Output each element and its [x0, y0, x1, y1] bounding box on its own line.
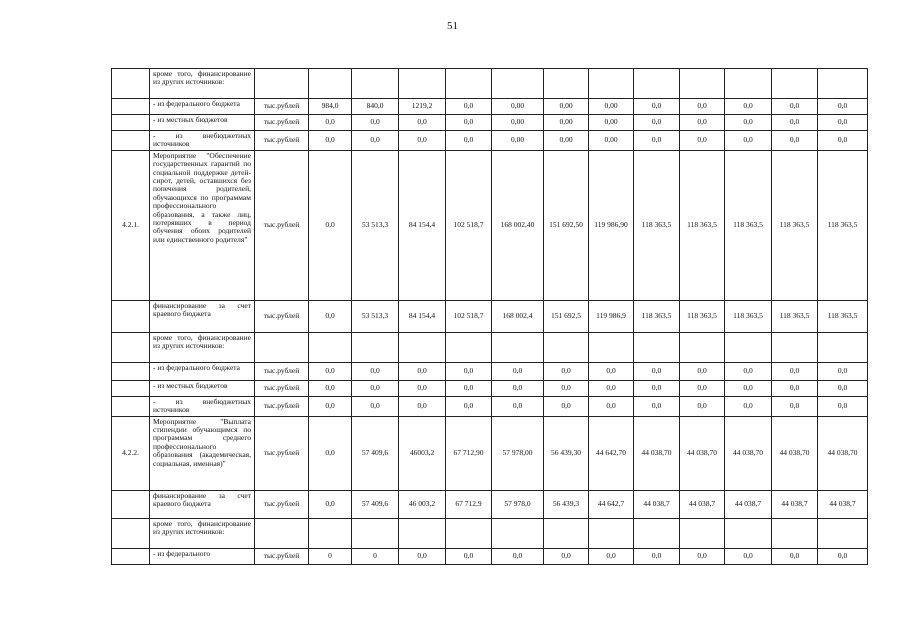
value-cell — [446, 69, 492, 99]
value-cell: 44 642,7 — [589, 490, 634, 518]
table-row — [112, 518, 868, 548]
value-cell: 0,00 — [544, 99, 589, 115]
value-cell — [492, 332, 544, 362]
value-cell — [446, 518, 492, 548]
value-cell: 0,0 — [352, 380, 399, 396]
value-cell: 0,0 — [680, 362, 725, 380]
value-cell: 0,0 — [680, 115, 725, 131]
value-cell: 0 — [352, 548, 399, 564]
value-cell: 0,0 — [399, 115, 446, 131]
value-cell — [680, 332, 725, 362]
value-cell: 151 692,50 — [544, 150, 589, 300]
value-cell: 0,0 — [634, 115, 680, 131]
unit-cell: тыс.рублей — [255, 490, 309, 518]
value-cell: 44 038,7 — [634, 490, 680, 518]
table-row — [112, 396, 868, 416]
value-cell: 0,0 — [544, 396, 589, 416]
unit-cell: тыс.рублей — [255, 150, 309, 300]
value-cell: 0,0 — [589, 362, 634, 380]
value-cell: 0,0 — [399, 131, 446, 151]
value-cell: 0,0 — [725, 99, 772, 115]
measure-code-cell — [112, 99, 150, 115]
value-cell — [309, 332, 352, 362]
value-cell: 44 038,70 — [772, 416, 818, 490]
table-row — [112, 548, 868, 564]
value-cell: 118 363,5 — [634, 300, 680, 332]
value-cell: 0,0 — [680, 131, 725, 151]
value-cell: 118 363,5 — [680, 300, 725, 332]
measure-code-cell — [112, 69, 150, 99]
unit-cell: тыс.рублей — [255, 416, 309, 490]
measure-code-cell: 4.2.1. — [112, 150, 150, 300]
value-cell: 0,0 — [492, 548, 544, 564]
value-cell: 0,00 — [589, 131, 634, 151]
value-cell: 0,0 — [352, 396, 399, 416]
value-cell: 44 038,7 — [725, 490, 772, 518]
table-row — [112, 99, 868, 115]
value-cell: 0,0 — [492, 362, 544, 380]
description-cell: - из федерального — [150, 548, 255, 564]
value-cell — [634, 69, 680, 99]
value-cell: 118 363,5 — [725, 150, 772, 300]
value-cell — [492, 69, 544, 99]
value-cell: 119 986,9 — [589, 300, 634, 332]
value-cell — [772, 332, 818, 362]
description-cell: - из местных бюджетов — [150, 115, 255, 131]
unit-cell — [255, 332, 309, 362]
value-cell — [589, 332, 634, 362]
value-cell: 0,0 — [446, 131, 492, 151]
value-cell: 57 978,0 — [492, 490, 544, 518]
value-cell: 168 002,4 — [492, 300, 544, 332]
measure-code-cell — [112, 518, 150, 548]
unit-cell: тыс.рублей — [255, 362, 309, 380]
value-cell — [680, 69, 725, 99]
value-cell: 0,0 — [725, 548, 772, 564]
value-cell: 0,0 — [399, 548, 446, 564]
description-cell: - из федерального бюджета — [150, 99, 255, 115]
value-cell — [544, 518, 589, 548]
value-cell: 46 003,2 — [399, 490, 446, 518]
value-cell: 53 513,3 — [352, 300, 399, 332]
value-cell — [818, 69, 868, 99]
table-row — [112, 416, 868, 490]
value-cell: 151 692,5 — [544, 300, 589, 332]
value-cell: 0,0 — [544, 548, 589, 564]
value-cell: 44 038,70 — [634, 416, 680, 490]
value-cell — [492, 518, 544, 548]
value-cell: 0,0 — [544, 380, 589, 396]
value-cell: 0,0 — [818, 362, 868, 380]
value-cell: 0,0 — [680, 99, 725, 115]
value-cell: 0,0 — [309, 362, 352, 380]
description-cell: финансирование за счет краевого бюджета — [150, 300, 255, 332]
value-cell: 0,00 — [492, 131, 544, 151]
value-cell: 44 038,7 — [818, 490, 868, 518]
value-cell: 0,0 — [446, 548, 492, 564]
value-cell — [399, 69, 446, 99]
value-cell — [309, 69, 352, 99]
value-cell: 56 439,30 — [544, 416, 589, 490]
measure-code-cell — [112, 396, 150, 416]
measure-code-cell — [112, 332, 150, 362]
value-cell: 0,00 — [492, 115, 544, 131]
value-cell: 0,0 — [399, 380, 446, 396]
value-cell: 0,0 — [309, 490, 352, 518]
value-cell: 0,0 — [446, 380, 492, 396]
value-cell: 0,0 — [399, 362, 446, 380]
value-cell: 57 409,6 — [352, 490, 399, 518]
value-cell — [589, 518, 634, 548]
measure-code-cell — [112, 362, 150, 380]
value-cell: 0,00 — [544, 131, 589, 151]
measure-code-cell — [112, 115, 150, 131]
unit-cell: тыс.рублей — [255, 99, 309, 115]
value-cell: 0,0 — [818, 396, 868, 416]
value-cell: 0,0 — [446, 396, 492, 416]
unit-cell: тыс.рублей — [255, 380, 309, 396]
value-cell: 0,0 — [352, 115, 399, 131]
value-cell: 0,0 — [772, 548, 818, 564]
value-cell — [544, 332, 589, 362]
budget-table — [111, 68, 868, 565]
value-cell: 0,0 — [309, 131, 352, 151]
description-cell: - из внебюджетных источников — [150, 396, 255, 416]
value-cell: 0,0 — [446, 99, 492, 115]
value-cell: 0,0 — [492, 396, 544, 416]
value-cell: 0,0 — [544, 362, 589, 380]
value-cell: 0,0 — [492, 380, 544, 396]
value-cell: 56 439,3 — [544, 490, 589, 518]
description-cell: кроме того, финансирование из других источников: — [150, 518, 255, 548]
value-cell: 119 986,90 — [589, 150, 634, 300]
table-row — [112, 490, 868, 518]
value-cell: 118 363,5 — [818, 150, 868, 300]
value-cell: 0,0 — [446, 115, 492, 131]
value-cell — [446, 332, 492, 362]
unit-cell — [255, 518, 309, 548]
unit-cell: тыс.рублей — [255, 115, 309, 131]
value-cell: 0 — [309, 548, 352, 564]
unit-cell: тыс.рублей — [255, 396, 309, 416]
value-cell: 984,0 — [309, 99, 352, 115]
value-cell: 0,0 — [589, 396, 634, 416]
value-cell: 118 363,5 — [818, 300, 868, 332]
value-cell — [725, 518, 772, 548]
value-cell: 0,0 — [634, 99, 680, 115]
value-cell: 44 038,70 — [680, 416, 725, 490]
value-cell: 0,0 — [309, 416, 352, 490]
value-cell: 0,0 — [352, 131, 399, 151]
value-cell: 0,0 — [446, 362, 492, 380]
value-cell: 0,0 — [725, 115, 772, 131]
value-cell: 102 518,7 — [446, 300, 492, 332]
value-cell — [634, 518, 680, 548]
value-cell — [818, 332, 868, 362]
value-cell: 67 712,90 — [446, 416, 492, 490]
measure-code-cell: 4.2.2. — [112, 416, 150, 490]
value-cell: 0,0 — [634, 131, 680, 151]
value-cell: 0,0 — [309, 150, 352, 300]
value-cell: 0,0 — [589, 548, 634, 564]
value-cell: 0,0 — [725, 362, 772, 380]
value-cell: 0,0 — [634, 362, 680, 380]
description-cell: - из местных бюджетов — [150, 380, 255, 396]
value-cell: 118 363,5 — [725, 300, 772, 332]
value-cell: 0,0 — [818, 131, 868, 151]
value-cell — [399, 518, 446, 548]
value-cell — [352, 518, 399, 548]
description-cell: - из федерального бюджета — [150, 362, 255, 380]
value-cell: 0,0 — [818, 380, 868, 396]
value-cell: 0,0 — [680, 548, 725, 564]
value-cell: 118 363,5 — [634, 150, 680, 300]
table-row — [112, 150, 868, 300]
value-cell: 1219,2 — [399, 99, 446, 115]
value-cell — [352, 69, 399, 99]
table-row — [112, 332, 868, 362]
description-cell: Мероприятие "Обеспечение государственных гарантий по социальной поддержке детей-сирот, детей, оставшихся без попечения родителей, обучающихся по программам профессионального образования, а также лиц, потерявших в период обучения обоих родителей или единственного родителя" — [150, 150, 255, 300]
value-cell: 0,00 — [492, 99, 544, 115]
budget-table-body — [112, 69, 868, 565]
value-cell: 0,0 — [772, 396, 818, 416]
value-cell — [399, 332, 446, 362]
value-cell: 118 363,5 — [680, 150, 725, 300]
value-cell: 0,0 — [680, 396, 725, 416]
value-cell: 0,0 — [309, 300, 352, 332]
description-cell: - из внебюджетных источников — [150, 131, 255, 151]
value-cell: 0,0 — [634, 396, 680, 416]
value-cell: 0,0 — [399, 396, 446, 416]
table-row — [112, 69, 868, 99]
measure-code-cell — [112, 380, 150, 396]
value-cell: 0,0 — [772, 115, 818, 131]
value-cell: 0,0 — [309, 396, 352, 416]
value-cell: 84 154,4 — [399, 150, 446, 300]
table-row — [112, 131, 868, 151]
value-cell: 102 518,7 — [446, 150, 492, 300]
value-cell: 0,0 — [725, 131, 772, 151]
description-cell: кроме того, финансирование из других источников: — [150, 69, 255, 99]
value-cell — [544, 69, 589, 99]
value-cell: 67 712,9 — [446, 490, 492, 518]
value-cell: 0,0 — [818, 99, 868, 115]
value-cell: 44 038,70 — [818, 416, 868, 490]
measure-code-cell — [112, 490, 150, 518]
value-cell: 0,0 — [634, 548, 680, 564]
value-cell: 0,0 — [725, 396, 772, 416]
value-cell: 53 513,3 — [352, 150, 399, 300]
value-cell: 44 038,70 — [725, 416, 772, 490]
value-cell: 118 363,5 — [772, 300, 818, 332]
value-cell: 0,0 — [634, 380, 680, 396]
value-cell: 57 409,6 — [352, 416, 399, 490]
unit-cell: тыс.рублей — [255, 300, 309, 332]
description-cell: кроме того, финансирование из других источников: — [150, 332, 255, 362]
value-cell — [589, 69, 634, 99]
value-cell: 0,00 — [589, 99, 634, 115]
value-cell — [352, 332, 399, 362]
value-cell: 0,0 — [772, 131, 818, 151]
value-cell: 168 002,40 — [492, 150, 544, 300]
value-cell: 0,0 — [309, 380, 352, 396]
description-cell: финансирование за счет краевого бюджета — [150, 490, 255, 518]
value-cell — [725, 332, 772, 362]
unit-cell — [255, 69, 309, 99]
value-cell — [309, 518, 352, 548]
value-cell: 0,0 — [725, 380, 772, 396]
table-row — [112, 300, 868, 332]
value-cell: 118 363,5 — [772, 150, 818, 300]
unit-cell: тыс.рублей — [255, 131, 309, 151]
value-cell: 0,0 — [818, 115, 868, 131]
value-cell: 57 978,00 — [492, 416, 544, 490]
value-cell: 0,0 — [309, 115, 352, 131]
value-cell: 44 038,7 — [680, 490, 725, 518]
value-cell: 84 154,4 — [399, 300, 446, 332]
value-cell — [772, 69, 818, 99]
value-cell: 0,00 — [589, 115, 634, 131]
value-cell: 0,0 — [589, 380, 634, 396]
value-cell: 0,0 — [352, 362, 399, 380]
value-cell: 44 642,70 — [589, 416, 634, 490]
value-cell — [634, 332, 680, 362]
value-cell: 840,0 — [352, 99, 399, 115]
value-cell: 0,0 — [818, 548, 868, 564]
value-cell: 0,00 — [544, 115, 589, 131]
value-cell: 0,0 — [772, 380, 818, 396]
table-row — [112, 380, 868, 396]
measure-code-cell — [112, 131, 150, 151]
value-cell: 0,0 — [772, 362, 818, 380]
value-cell: 46003,2 — [399, 416, 446, 490]
value-cell — [818, 518, 868, 548]
value-cell: 44 038,7 — [772, 490, 818, 518]
measure-code-cell — [112, 300, 150, 332]
value-cell — [772, 518, 818, 548]
value-cell: 0,0 — [680, 380, 725, 396]
value-cell — [725, 69, 772, 99]
value-cell — [680, 518, 725, 548]
description-cell: Мероприятие "Выплата стипендии обучающимся по программам среднего профессионального образования (академическая, социальная, именная)" — [150, 416, 255, 490]
unit-cell: тыс.рублей — [255, 548, 309, 564]
page-number: 51 — [447, 20, 458, 32]
value-cell: 0,0 — [772, 99, 818, 115]
measure-code-cell — [112, 548, 150, 564]
table-row — [112, 115, 868, 131]
table-row — [112, 362, 868, 380]
